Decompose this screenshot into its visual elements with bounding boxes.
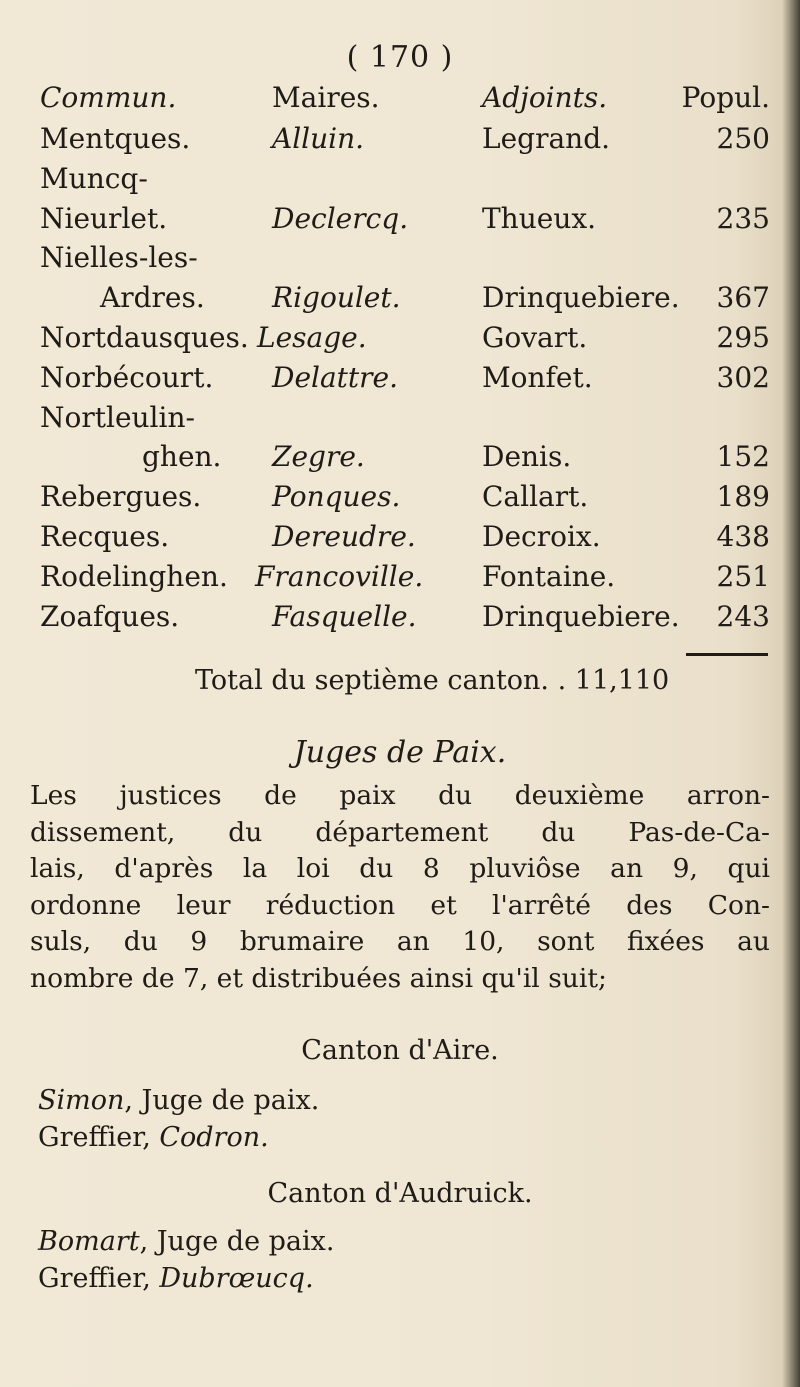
commune-cell: Ardres. [100,281,205,314]
greffier-label: Greffier, [38,1122,160,1153]
population-cell: 152 [716,440,770,473]
juge-name: Simon [38,1085,125,1116]
header-commun: Commun. [40,81,177,114]
population-cell: 235 [716,202,770,235]
table-row [0,199,800,239]
population-cell: 438 [716,520,770,553]
table-row [0,318,800,358]
table-row [0,557,800,597]
table-row [0,597,800,637]
population-cell: 302 [716,361,770,394]
population-cell: 251 [716,560,770,593]
commune-cell: Mentques. [40,122,191,155]
adjoint-cell: Legrand. [482,122,611,155]
population-cell: 250 [716,122,770,155]
adjoint-cell: Thueux. [482,202,597,235]
adjoint-cell: Denis. [482,440,572,473]
header-maires: Maires. [272,81,380,114]
paragraph [30,778,770,997]
juge-entry [38,1085,319,1116]
table-row [0,238,800,278]
adjoint-cell: Govart. [482,321,588,354]
maire-cell: Lesage. [257,321,367,354]
population-cell: 367 [716,281,770,314]
table-row [0,437,800,477]
maire-cell: Fasquelle. [272,600,417,633]
paragraph-line: dissement, du département du Pas-de-Ca- [30,816,770,848]
greffier-name: Dubrœucq. [159,1263,314,1294]
paragraph-line: lais, d'après la loi du 8 pluviôse an 9, qui [30,853,770,884]
commune-cell: Muncq- [40,162,148,195]
table-row [0,517,800,557]
maire-cell: Dereudre. [272,520,416,553]
juge-role: , Juge de paix. [124,1085,320,1116]
maire-cell: Rigoulet. [272,281,401,314]
commune-cell: ghen. [142,440,222,473]
table-row [0,278,800,318]
population-cell: 189 [716,480,770,513]
greffier-entry [38,1122,269,1153]
commune-cell: Norbécourt. [40,361,214,394]
total-rule [686,653,768,656]
commune-cell: Zoafques. [40,600,180,633]
adjoint-cell: Drinquebiere. [482,600,680,633]
section-title: Juges de Paix. [293,735,507,770]
paragraph-line: suls, du 9 brumaire an 10, sont fixées au [30,926,770,957]
commune-cell: Nielles-les- [40,241,198,274]
paragraph-line: Les justices de paix du deuxième arron- [30,780,770,811]
table-row [0,119,800,159]
table-header [0,78,800,118]
adjoint-cell: Callart. [482,480,589,513]
canton-total: Total du septième canton. . 11,110 [195,665,670,696]
commune-cell: Rodelinghen. [40,560,228,593]
greffier-name: Codron. [159,1122,269,1153]
maire-cell: Declercq. [272,202,409,235]
canton-title-aire: Canton d'Aire. [301,1035,499,1066]
maire-cell: Francoville. [255,560,424,593]
table-row [0,477,800,517]
juge-role: , Juge de paix. [139,1226,335,1257]
adjoint-cell: Decroix. [482,520,601,553]
maire-cell: Ponques. [272,480,401,513]
maire-cell: Delattre. [272,361,399,394]
adjoint-cell: Drinquebiere. [482,281,680,314]
canton-title-audruick: Canton d'Audruick. [267,1178,533,1209]
table-row [0,398,800,438]
page-number: ( 170 ) [346,40,454,75]
juge-entry [38,1226,334,1257]
table-row [0,358,800,398]
table-row [0,159,800,199]
greffier-label: Greffier, [38,1263,160,1294]
adjoint-cell: Monfet. [482,361,593,394]
maire-cell: Zegre. [272,440,365,473]
paragraph-line: ordonne leur réduction et l'arrêté des Con- [30,889,770,921]
commune-cell: Nieurlet. [40,202,168,235]
paragraph-line: nombre de 7, et distribuées ainsi qu'il suit; [30,962,607,994]
population-cell: 243 [716,600,770,633]
commune-cell: Rebergues. [40,480,202,513]
greffier-entry [38,1263,314,1294]
population-cell: 295 [716,321,770,354]
commune-cell: Recques. [40,520,170,553]
header-popul: Popul. [681,81,770,114]
header-adjoints: Adjoints. [482,81,608,114]
commune-cell: Nortleulin- [40,401,195,434]
juge-name: Bomart [38,1226,140,1257]
maire-cell: Alluin. [272,122,365,155]
adjoint-cell: Fontaine. [482,560,616,593]
commune-cell: Nortdausques. [40,321,249,354]
